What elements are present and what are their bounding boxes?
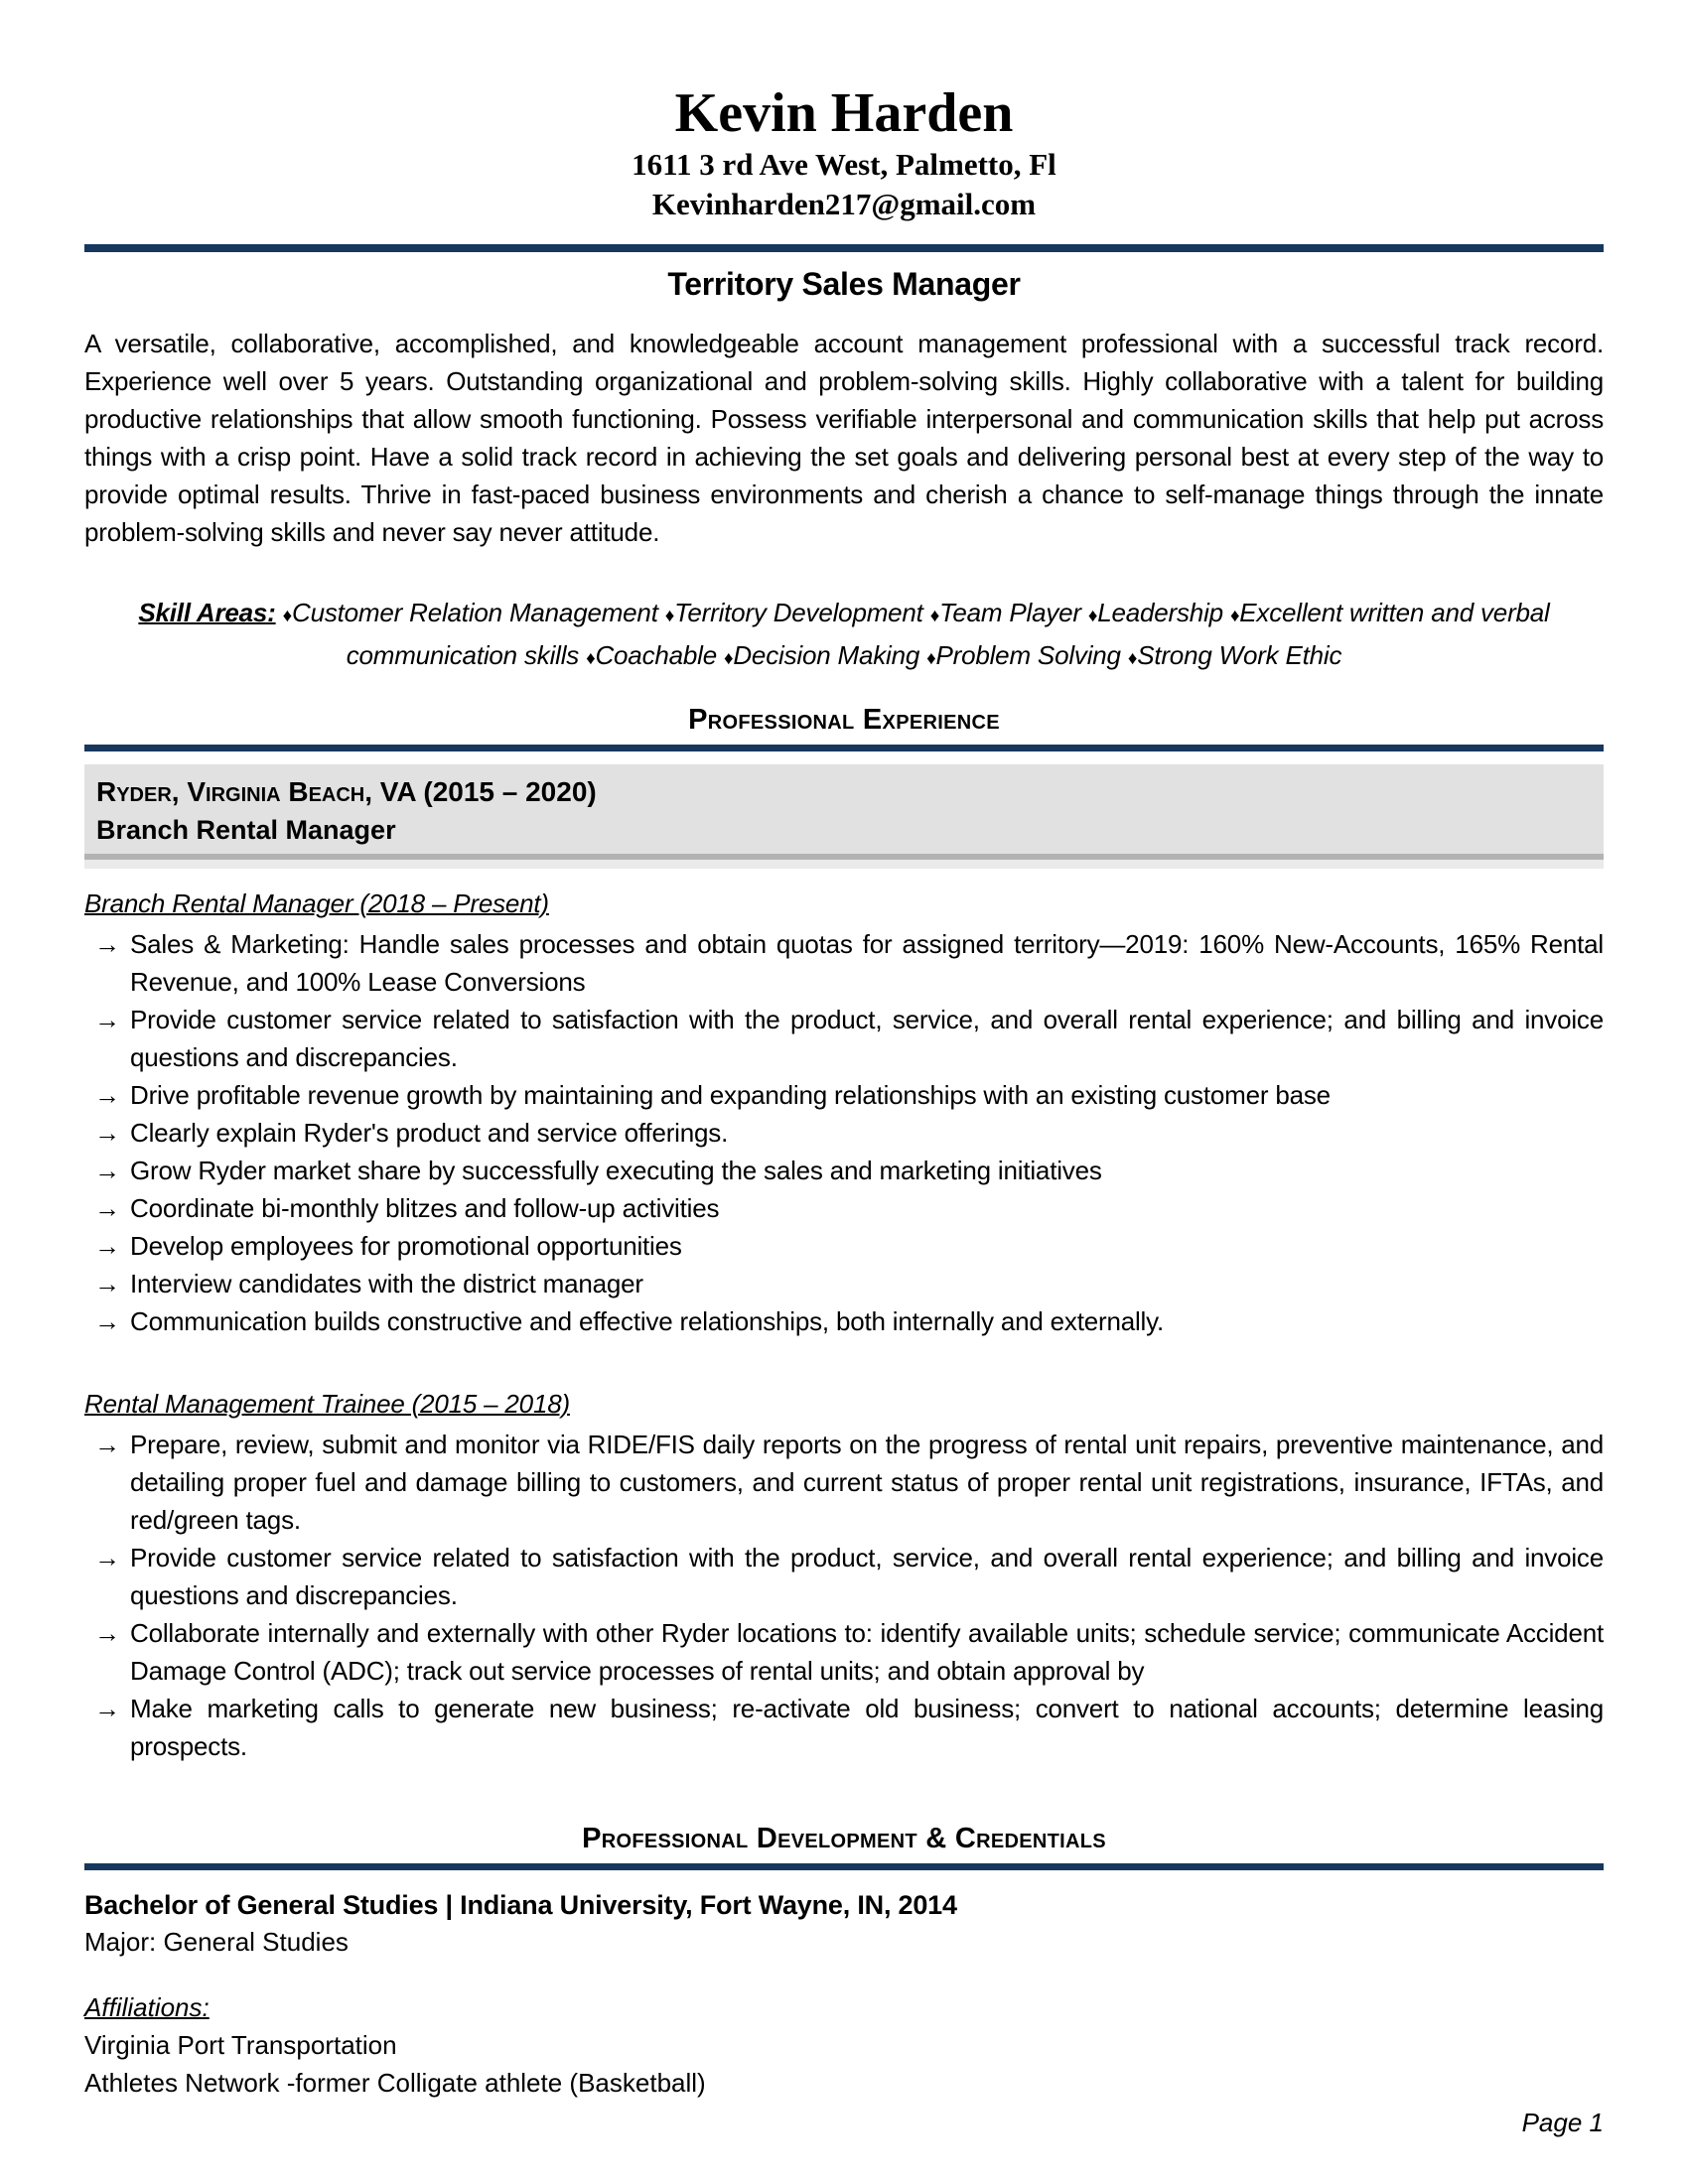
diamond-bullet-icon: ♦ [1087,605,1098,625]
experience-bullet [94,1114,1604,1152]
affiliation-item: Virginia Port Transportation [84,2030,397,2060]
experience-roles [84,884,1604,1765]
bullet-text: Provide customer service related to satisfaction with the product, service, and overall rental experience; and billing and invoice questions and discrepancies. [130,1543,1604,1610]
header-divider [84,244,1604,252]
role-heading: Branch Rental Manager (2018 – Present) [84,888,549,918]
experience-bullet [94,1076,1604,1114]
skill-item: ♦Problem Solving [926,640,1121,670]
experience-bullet [94,1227,1604,1265]
job-title: Territory Sales Manager [667,266,1021,302]
bullet-text: Collaborate internally and externally with other Ryder locations to: identify available units; schedule service; communicate Accident Damage Control (ADC); track out service processes of rental units; and obtain approval by [130,1618,1604,1686]
skill-item: ♦Team Player [929,598,1081,627]
arrow-bullet-icon: → [94,1118,120,1148]
arrow-bullet-icon: → [94,1005,120,1034]
company-band-footer [84,860,1604,869]
skill-item: ♦Leadership [1087,598,1223,627]
bullet-text: Grow Ryder market share by successfully executing the sales and marketing initiatives [130,1156,1102,1185]
skill-item: ♦Customer Relation Management [282,598,658,627]
bullet-text: Communication builds constructive and effective relationships, both internally and externally. [130,1306,1165,1336]
arrow-bullet-icon: → [94,1618,120,1648]
experience-divider [84,745,1604,751]
arrow-bullet-icon: → [94,1543,120,1572]
affiliations-label: Affiliations: [84,1992,210,2022]
skill-item: ♦Coachable [586,640,717,670]
experience-section-heading: Professional Experience [688,704,1000,736]
bullet-text: Drive profitable revenue growth by maintaining and expanding relationships with an existing customer base [130,1080,1331,1110]
experience-bullet [94,1152,1604,1189]
company-title: Branch Rental Manager [96,815,396,845]
experience-bullet [94,1302,1604,1340]
skill-areas-list [283,598,1550,670]
education-line: Bachelor of General Studies | Indiana University, Fort Wayne, IN, 2014 [84,1890,957,1920]
bullet-text: Clearly explain Ryder's product and service offerings. [130,1118,729,1148]
experience-bullet [94,1189,1604,1227]
skill-item: ♦Strong Work Ethic [1127,640,1342,670]
company-band [84,764,1604,869]
arrow-bullet-icon: → [94,1193,120,1223]
arrow-bullet-icon: → [94,1430,120,1459]
experience-bullet [94,1001,1604,1076]
arrow-bullet-icon: → [94,1306,120,1336]
arrow-bullet-icon: → [94,929,120,959]
experience-bullet [94,1690,1604,1765]
bullet-text: Sales & Marketing: Handle sales processes and obtain quotas for assigned territory—2019: 160% New-Accounts, 165% Rental Revenue, and 100% Lease Conversions [130,929,1604,997]
experience-bullet [94,1539,1604,1614]
affiliation-item: Athletes Network -former Colligate athlete (Basketball) [84,2068,706,2098]
experience-bullet [94,1426,1604,1539]
bullet-text: Make marketing calls to generate new business; re-activate old business; convert to national accounts; determine leasing prospects. [130,1694,1604,1761]
development-divider [84,1863,1604,1870]
email-address: Kevinharden217@gmail.com [651,187,1037,221]
candidate-name: Kevin Harden [674,82,1014,144]
diamond-bullet-icon: ♦ [1127,647,1138,668]
skill-item: ♦Excellent written and verbal communication skills [346,598,1550,670]
company-line: Ryder, Virginia Beach, VA (2015 – 2020) [96,776,597,807]
page-number: Page 1 [1521,2108,1604,2137]
experience-bullet [94,925,1604,1001]
arrow-bullet-icon: → [94,1156,120,1185]
skill-item: ♦Territory Development [664,598,923,627]
skill-areas-label: Skill Areas: [138,598,276,627]
arrow-bullet-icon: → [94,1080,120,1110]
experience-bullet [94,1265,1604,1302]
bullet-text: Develop employees for promotional opportunities [130,1231,682,1261]
address-line: 1611 3 rd Ave West, Palmetto, Fl [632,147,1056,182]
experience-bullet [94,1614,1604,1690]
bullet-text: Prepare, review, submit and monitor via RIDE/FIS daily reports on the progress of rental unit repairs, preventive maintenance, and detailing proper fuel and damage billing to customers, and current status of proper rental unit registrations, insurance, IFTAs, and red/green tags. [130,1430,1604,1535]
experience-role [84,1384,1604,1765]
role-bullet-list [84,925,1604,1340]
diamond-bullet-icon: ♦ [926,647,936,668]
arrow-bullet-icon: → [94,1694,120,1723]
bullet-text: Coordinate bi-monthly blitzes and follow-up activities [130,1193,720,1223]
diamond-bullet-icon: ♦ [929,605,940,625]
development-section-heading: Professional Development & Credentials [582,1823,1106,1854]
arrow-bullet-icon: → [94,1231,120,1261]
bullet-text: Provide customer service related to satisfaction with the product, service, and overall rental experience; and billing and invoice questions and discrepancies. [130,1005,1604,1072]
diamond-bullet-icon: ♦ [282,605,293,625]
skill-areas [84,593,1604,678]
affiliations-list [84,2026,1604,2102]
diamond-bullet-icon: ♦ [586,647,596,668]
diamond-bullet-icon: ♦ [724,647,734,668]
role-heading: Rental Management Trainee (2015 – 2018) [84,1389,570,1419]
experience-role [84,884,1604,1340]
major-line: Major: General Studies [84,1927,349,1957]
diamond-bullet-icon: ♦ [1229,605,1240,625]
summary-paragraph: A versatile, collaborative, accomplished, and knowledgeable account management professional with a successful track record. Experience well over 5 years. Outstanding organizational and problem-solving skills. Highly collaborative with a talent for building productive relationships that allow smooth functioning. Possess verifiable interpersonal and communication skills that help put across things with a crisp point. Have a solid track record in achieving the set goals and delivering personal best at every step of the way to provide optimal results. Thrive in fast-paced business environments and cherish a chance to self-manage things through the innate problem-solving skills and never say never attitude. [84,329,1604,547]
skill-item: ♦Decision Making [724,640,920,670]
diamond-bullet-icon: ♦ [664,605,675,625]
arrow-bullet-icon: → [94,1269,120,1298]
bullet-text: Interview candidates with the district manager [130,1269,643,1298]
role-bullet-list [84,1426,1604,1765]
